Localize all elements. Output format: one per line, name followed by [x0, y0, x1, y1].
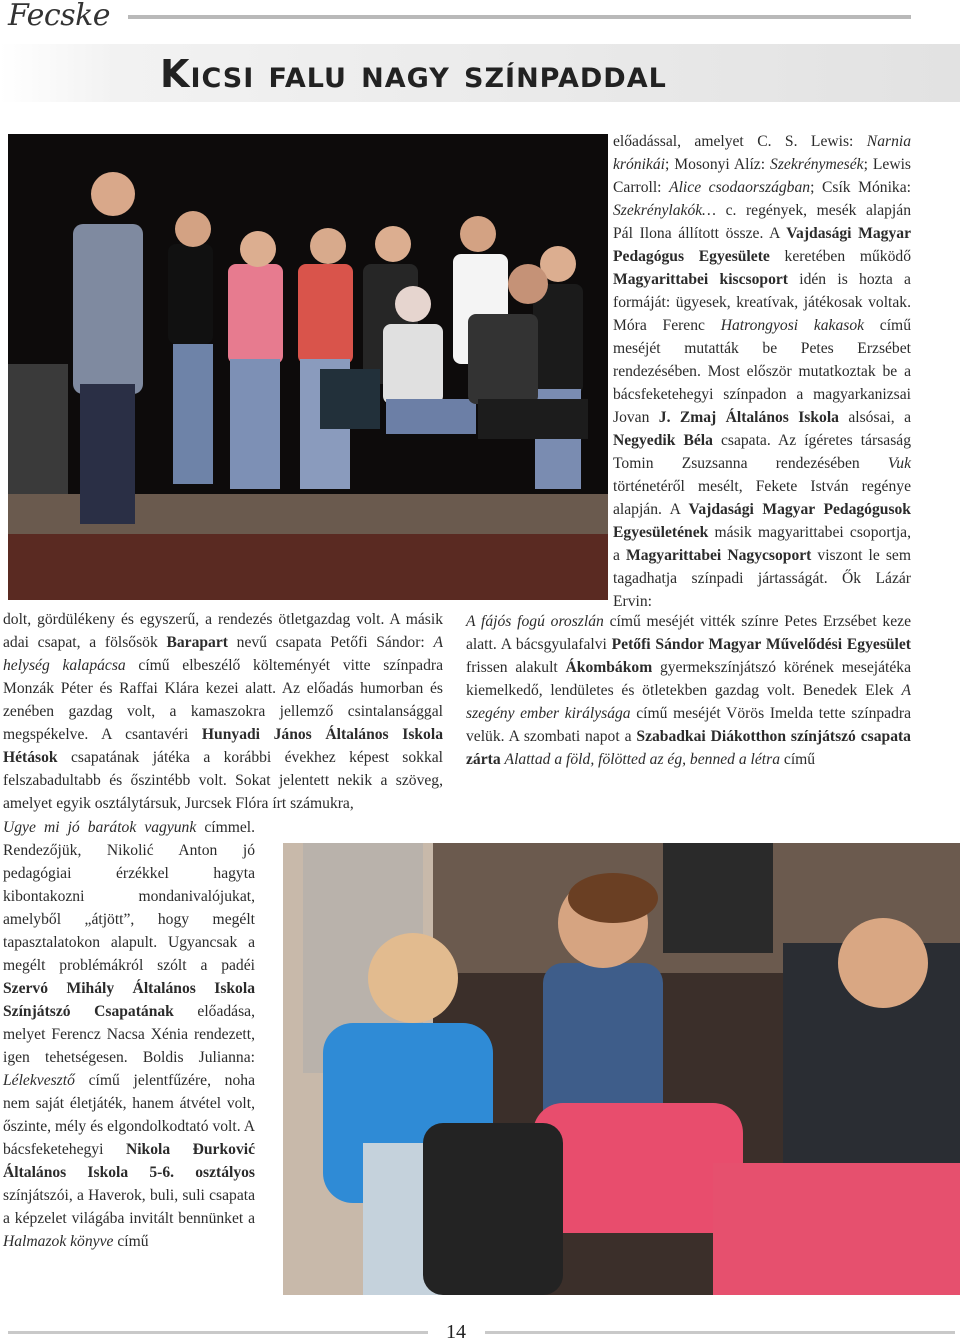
- group-name: Vajdasági Magyar Pedagógus Egyesülete: [613, 225, 911, 265]
- text-run: csapata. Az ígéretes társaság Tomin Zsuzsanna rendezésében: [613, 432, 911, 472]
- book-title: Ugye mi jó barátok vagyunk: [3, 819, 197, 836]
- book-title: A szegény ember királysága: [466, 682, 911, 722]
- magazine-brand: Fecske: [8, 0, 111, 33]
- header-rule: [128, 15, 911, 19]
- group-name: Nikola Đurković Általános Iskola 5-6. osztályos: [3, 1141, 255, 1181]
- text-run: másik magyarittabei csoportja, a: [613, 524, 911, 564]
- group-name: Hunyadi János Általános Iskola Hétások: [3, 726, 443, 766]
- left-column-text-narrow: [3, 816, 255, 1253]
- floor-photo: [283, 843, 960, 1295]
- text-run: ; Mosonyi Alíz:: [664, 156, 771, 173]
- text-run: gyermekszínjátszó körének mesejátéka kiemelkedő, lendületes és ötletekben gazdag volt. Benedek Elek: [466, 659, 911, 699]
- text-run: viszont le sem tagadhatja színpadi jártasságát. Ők Lázár Ervin:: [613, 547, 911, 610]
- text-run: című: [780, 751, 816, 768]
- book-title: Hatrongyosi kakasok: [720, 317, 865, 334]
- group-name: Magyarittabei kiscsoport: [613, 271, 788, 288]
- text-run: történetéről mesélt, Fekete István regénye alapján. A: [613, 478, 911, 518]
- footer-rule-right: [485, 1331, 955, 1334]
- text-run: előadása, melyet Ferencz Nacsa Xénia rendezett, igen tehetségesen. Boldis Julianna:: [3, 1003, 255, 1066]
- text-run: című meséjét Vörös Imelda tette színpadra velük. A szombati napot a: [466, 705, 911, 745]
- text-run: nevű csapata Petőfi Sándor:: [227, 634, 434, 651]
- book-title: A fájós fogú oroszlán: [466, 613, 604, 630]
- text-run: című: [113, 1233, 149, 1250]
- page-number: 14: [446, 1321, 466, 1343]
- text-run: című elbeszélő költeményét vitte színpadra Monzák Péter és Raffai Klára kezei alatt. Az előadás humorban és zenében gazdag volt, a kamaszokra jellemző csintalansággal megspékelve. A csantavéri: [3, 657, 443, 743]
- text-run: idén is hozta a formáját: ügyesek, kreatívak, játékosak voltak. Móra Ferenc: [613, 271, 911, 334]
- article-title: Kicsi falu nagy színpaddal: [160, 52, 667, 96]
- book-title: Szekrénymesék: [770, 156, 864, 173]
- group-name: Magyarittabei Nagycsoport: [626, 547, 812, 564]
- book-title: Alattad a föld, fölötted az ég, benned a létra: [504, 751, 781, 768]
- footer-rule-left: [8, 1331, 428, 1334]
- text-run: frissen alakult: [466, 659, 566, 676]
- text-run: alsósai, a: [838, 409, 911, 426]
- book-title: A helység kalapácsa: [3, 634, 443, 674]
- text-run: csapatának játéka a korábbi évekhez képest sokkal felszabadultabb és őszintébb volt. Sokat jelentett nekik a szöveg, amelyet egyik osztálytársuk, Jurcsek Flóra írt számukra,: [3, 749, 443, 812]
- left-column-text: [3, 608, 443, 815]
- group-name: Szervó Mihály Általános Iskola Színjátszó Csapatának: [3, 980, 255, 1020]
- text-run: címmel. Rendezőjük, Nikolić Anton jó pedagógiai érzékkel hagyta kibontakozni mondanivalójukat, amelyből „átjött”, hogy megélt tapasztalatokon alapult. Ugyancsak a megélt problémákról szólt a padéi: [3, 819, 255, 974]
- group-name: Barapart: [166, 634, 228, 651]
- right-column-text: [613, 130, 911, 613]
- text-run: című meséjét mutatták be Petes Erzsébet rendezésében. Most először mutatkoztak be a bácsfeketehegyi színpadon a magyarkanizsai Jovan: [613, 317, 911, 426]
- book-title: Szekrénylakók…: [613, 202, 717, 219]
- group-name: Ákombákom: [565, 659, 653, 676]
- group-name: Vajdasági Magyar Pedagógusok Egyesületének: [613, 501, 911, 541]
- text-run: ; Lewis Carroll:: [613, 156, 911, 196]
- book-title: Vuk: [887, 455, 911, 472]
- book-title: Narnia krónikái: [613, 133, 911, 173]
- right-column-text-lower: [466, 610, 911, 771]
- text-run: című meséjét vitték színre Petes Erzsébet keze alatt. A bácsgyulafalvi: [466, 613, 911, 653]
- text-run: című jelentfűzére, noha nem saját életjáték, hanem átvétel volt, őszinte, mély és elgondolkodtató volt. A bácsfeketehegyi: [3, 1072, 255, 1158]
- group-name: Petőfi Sándor Magyar Művelődési Egyesület: [611, 636, 912, 653]
- text-run: keretében működő: [769, 248, 911, 265]
- group-name: Negyedik Béla: [613, 432, 713, 449]
- group-name: Szabadkai Diákotthon színjátszó csapata zárta: [466, 728, 911, 768]
- group-name: J. Zmaj Általános Iskola: [658, 409, 839, 426]
- book-title: Lélekvesztő: [3, 1072, 75, 1089]
- text-run: dolt, gördülékeny és egyszerű, a rendezés ötletgazdag volt. A másik adai csapat, a fölsősök: [3, 611, 443, 651]
- book-title: Alice csodaországban: [669, 179, 811, 196]
- stage-photo: [8, 134, 608, 600]
- text-run: előadással, amelyet C. S. Lewis:: [613, 133, 867, 150]
- text-run: ; Csík Mónika:: [810, 179, 911, 196]
- book-title: Halmazok könyve: [3, 1233, 114, 1250]
- text-run: c. regények, mesék alapján Pál Ilona állított össze. A: [613, 202, 911, 242]
- text-run: színjátszói, a Haverok, buli, suli csapata a képzelet világába invitált bennünket a: [3, 1187, 255, 1227]
